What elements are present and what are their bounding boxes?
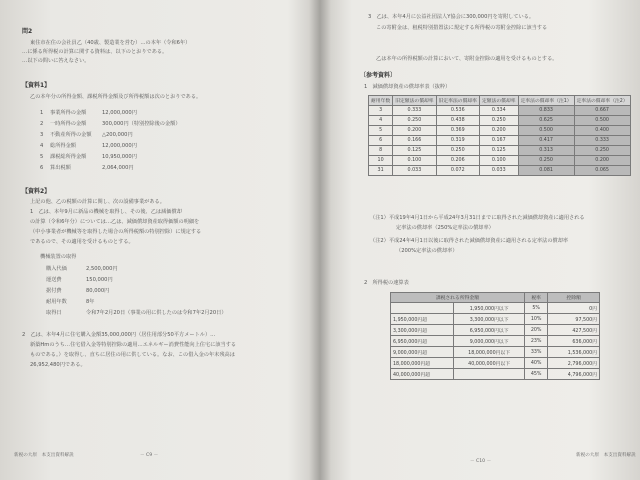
data2-paragraph: ものである。）を取得し、直ちに居住の用に供している。なお、この借入金の年末残高は bbox=[30, 352, 235, 358]
tax-table-heading: 2 所得税の速算表 bbox=[364, 280, 409, 286]
reference-heading: 〔参考資料〕 bbox=[360, 72, 397, 79]
table-row: 9,000,000円超 18,000,000円以下 33% 1,536,000円 bbox=[391, 347, 600, 358]
data2-heading: 【資料2】 bbox=[22, 188, 51, 195]
table-row: 6 0.166 0.319 0.167 0.417 0.333 bbox=[369, 136, 631, 146]
table-row: 3,300,000円超 6,950,000円以下 20% 427,500円 bbox=[391, 325, 600, 336]
question-heading: 問2 bbox=[22, 28, 33, 35]
data2-paragraph: であるので、その適用を受けるものとする。 bbox=[30, 239, 134, 245]
table-row: 1,950,000円以下 5% 0円 bbox=[391, 303, 600, 314]
page-number: － C9 － bbox=[140, 453, 159, 458]
data2-paragraph: （中小事業者が機械等を取得した場合の所得税額の特別控除）に規定する bbox=[30, 229, 202, 235]
table-row: 6,950,000円超 9,000,000円以下 23% 636,000円 bbox=[391, 336, 600, 347]
data2-paragraph: 新築Hmのうち…住宅借入金等特別控除の適用…エネルギー消費性能向上住宅に該当する bbox=[30, 342, 237, 348]
table-row: 8 0.125 0.250 0.125 0.313 0.250 bbox=[369, 146, 631, 156]
table-note: （200%定率法の償却率） bbox=[396, 248, 458, 254]
data2-paragraph: 上記の他、乙の税額の計算に関し、次の設備事業がある。 bbox=[30, 199, 165, 205]
data2-paragraph: 2 乙は、本年4月に住宅購入金額35,000,000円（居住用部分50平方メートル）… bbox=[22, 332, 216, 338]
question-intro-line: 東住市在住の会社員乙（40歳、製造業を営む）…の本年（令和6年） bbox=[30, 40, 191, 46]
tax-rate-table bbox=[390, 292, 600, 380]
page-number: － C10 － bbox=[470, 459, 492, 464]
data1-heading: 【資料1】 bbox=[22, 82, 51, 89]
table-note: （注2）平成24年4月1日以後に取得された減価償却資産に適用される定率法の償却率 bbox=[370, 238, 569, 244]
table-row: 3 0.333 0.536 0.334 0.833 0.667 bbox=[369, 106, 631, 116]
data2-paragraph: 26,952,480円である。 bbox=[30, 362, 86, 368]
depreciation-table bbox=[368, 95, 631, 176]
footer-right: 新税の大原 本支出資料解説 bbox=[576, 453, 636, 458]
question-intro-line: …以下の問いに答えなさい。 bbox=[22, 58, 90, 64]
footer-left: 新税の大原 本支出資料解説 bbox=[14, 453, 74, 458]
table-row: 40,000,000円超 45% 4,796,000円 bbox=[391, 369, 600, 380]
question-intro-line: …に係る所得税の計算に関する資料は、以下のとおりである。 bbox=[22, 49, 168, 55]
data1-intro: 乙の本年分の所得金額、課税所得金額及び所得税額は次のとおりである。 bbox=[30, 94, 202, 100]
depreciation-heading: 1 減価償却資産の償却率表（抜粋） bbox=[364, 84, 451, 90]
q3-line: 3 乙は、本年4月に公益社団法人Y協会に300,000円を寄附している。 bbox=[368, 14, 535, 20]
table-row: 31 0.033 0.072 0.033 0.081 0.065 bbox=[369, 166, 631, 176]
equipment-heading: 機械装置の取得 bbox=[40, 254, 77, 260]
table-row: 10 0.100 0.206 0.100 0.250 0.200 bbox=[369, 156, 631, 166]
table-row: 5 0.200 0.369 0.200 0.500 0.400 bbox=[369, 126, 631, 136]
table-note: （注1）平成19年4月1日から平成24年3月31日までに取得された減価償却資産に適用される bbox=[370, 215, 585, 221]
q3-line: この寄附金は、租税特別措置法に規定する所得税の寄附金控除に該当する bbox=[376, 25, 548, 31]
table-row: 18,000,000円超 40,000,000円以下 40% 2,796,000円 bbox=[391, 358, 600, 369]
table-header-row: 課税される所得金額 税率 控除額 bbox=[391, 293, 600, 303]
table-header-row: 耐用年数 旧定額法の償却率 旧定率法の償却率 定額法の償却率 定率法の償却率（注1） 定率法の償却率（注2） bbox=[369, 96, 631, 106]
data2-paragraph: の計算（令和6年分）については…乙は、減価償却資産取得価額の明細を bbox=[30, 219, 200, 225]
left-page: 問2 東住市在住の会社員乙（40歳、製造業を営む）…の本年（令和6年） …に係る所得税の計算に関する資料は、以下のとおりである。 …以下の問いに答えなさい。 【資料1】 乙の本年分の所得金額、課税所得金額及び所得税額は次のとおりである。 1 事業所得の金額 12,000,000円 2 一時所得の金額 300,000円（特別控除後の金額） 3 不動産所得の金額 △200,000円 4 総所得金額 12,000,000円 5 課税総所得金額 10,950,000円 6 算出税額 2,064,000円 【資料2】 上記の他、乙の税額の計算に関し、次の設備事業がある。 1 乙は、本年9月に新品の機械を取得し、その後、乙は減価償却 の計算（令和6年分）については…乙は、減価償却資産取得価額の明細を （中小事業者が機械等を取得した場合の所得税額の特別控除）に規定する であるので、その適用を受けるものとする。 機械装置の取得 購入代価 2,500,000円 運送費 150,000円 据付費 80,000円 耐用年数 8年 取得日 令和7年2月20日（事業の用に供したのは令和7年2月20日） 2 乙は、本年4月に住宅購入金額35,000,000円（居住用部分50平方メートル）… 新築Hmのうち…住宅借入金等特別控除の適用…エネルギー消費性能向上住宅に該当する ものである。）を取得し、直ちに居住の用に供している。なお、この借入金の年末残高は 26,952,480円である。 新税の大原 本支出資料解説 － C9 － bbox=[14, 28, 237, 458]
table-note: 定率法の償却率（250%定率法の償却率） bbox=[396, 225, 494, 231]
table-row: 4 0.250 0.438 0.250 0.625 0.500 bbox=[369, 116, 631, 126]
right-page bbox=[330, 0, 640, 480]
q3-line: 乙は本年の所得税額の計算において、寄附金控除の適用を受けるものとする。 bbox=[376, 56, 558, 62]
data2-paragraph: 1 乙は、本年9月に新品の機械を取得し、その後、乙は減価償却 bbox=[30, 209, 182, 215]
table-row: 1,950,000円超 3,300,000円以下 10% 97,500円 bbox=[391, 314, 600, 325]
